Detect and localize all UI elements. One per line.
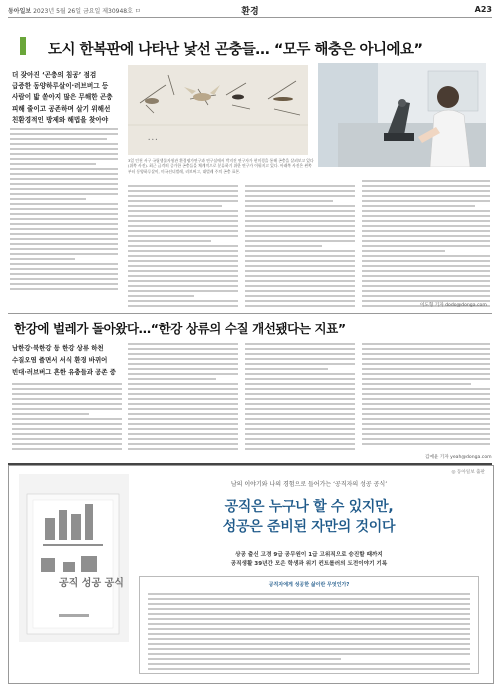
lab-researcher-photo — [318, 63, 486, 167]
article1-body-col1 — [10, 128, 118, 293]
ad-headline-1: 공직은 누구나 할 수 있지만, — [224, 499, 394, 515]
article-divider — [8, 313, 492, 314]
deck-line: 수질오염 줄면서 서식 환경 바뀌어 — [12, 356, 108, 364]
article2-body-col2 — [128, 343, 238, 453]
page-number: A23 — [474, 5, 492, 14]
article2-body-col3 — [245, 343, 355, 453]
deck-line: 사람이 밟 쏟아지 많은 무해한 곤충 — [12, 93, 113, 102]
article2-byline: 김예윤 기자 yeah@donga.com — [425, 455, 492, 460]
ad-sub-1: 상공 출신 고경 9급 공무원이 1급 고위직으로 승진할 때까지 — [235, 552, 383, 558]
headline-accent-bar — [20, 37, 26, 55]
ad-tagline: 남의 이야기와 나의 경험으로 들어가는 ‘공직자의 성공 공식’ — [230, 481, 388, 488]
ad-excerpt-text — [148, 593, 470, 673]
deck-line: 빈대·러브버그 흔한 유충들과 공존 중 — [12, 368, 116, 376]
paper-name: 동아일보 — [8, 8, 32, 15]
deck-line: 피해 줄이고 공존하며 살기 위해선 — [12, 104, 111, 113]
article1-body-col2 — [128, 185, 238, 310]
deck-line: 더 잦아진 ‘곤충의 침공’ 점검 — [12, 71, 97, 79]
article1-byline: 이도형 기자 dodo@donga.com — [420, 303, 487, 308]
deck-line: 급증한 동양하루살이·러브버그 등 — [12, 82, 109, 91]
header-rule — [8, 17, 492, 18]
article1-headline: 도시 한복판에 나타난 낯선 곤충들… “모두 해충은 아니에요” — [48, 42, 423, 58]
article2-deck — [12, 342, 116, 378]
article2-body-col1 — [12, 383, 122, 453]
ad-headline-2: 성공은 준비된 자만의 것이다 — [222, 519, 396, 535]
ad-box-title: 공직자에게 성공한 삶이란 무엇인가? — [268, 582, 350, 588]
ad-publisher: ◎ 동아일보 출판 — [451, 470, 485, 475]
article2-body-col4 — [362, 343, 490, 448]
book-cover — [19, 474, 129, 642]
ad-excerpt-box — [139, 576, 479, 674]
book-title-text: 공직 성공 공식 — [59, 578, 124, 589]
issue-date: 2023년 5월 26일 금요일 제30948호 ㅁ — [33, 8, 141, 15]
article1-body-col3 — [245, 185, 355, 310]
article2-headline: 한강에 벌레가 돌아왔다…“한강 상류의 수질 개선됐다는 지표” — [14, 321, 346, 336]
photo-caption: 3일 인천 서구 국립생물자원관 환경평가연구과 연구실에서 박지진 연구자가 현미경을 통해 곤충을 살펴보고 있다(위쪽 사진). 최근 급격히 증가한 곤충들을 체계적으로 분류하기 위한 연구가 이뤄지고 있다. 아래쪽 사진은 왼쪽부터 동양하루살이, 미국선녀벌레, 러브버그, 대벌레 주의 곤충 표본. — [128, 158, 314, 174]
deck-line: 남한강·북한강 등 한강 상류 하천 — [12, 344, 104, 352]
ad-sub-2: 공직생활 39년간 모은 학생과 위기 컨트롤러의 도전이야기 기록 — [230, 561, 388, 567]
svg-text:• • •: • • • — [148, 137, 158, 142]
page-header — [8, 4, 492, 16]
book-advertisement — [8, 465, 494, 684]
deck-line: 친환경적인 방제와 해법을 찾아야 — [12, 115, 109, 124]
article1-body-col4 — [362, 180, 490, 310]
lab-scene-illustration — [318, 63, 486, 167]
section-title: 환경 — [241, 7, 259, 17]
article1-deck — [12, 70, 113, 126]
book-cover-illustration — [19, 474, 129, 642]
insect-specimens-illustration — [128, 65, 308, 155]
insect-specimens-photo — [128, 65, 308, 155]
